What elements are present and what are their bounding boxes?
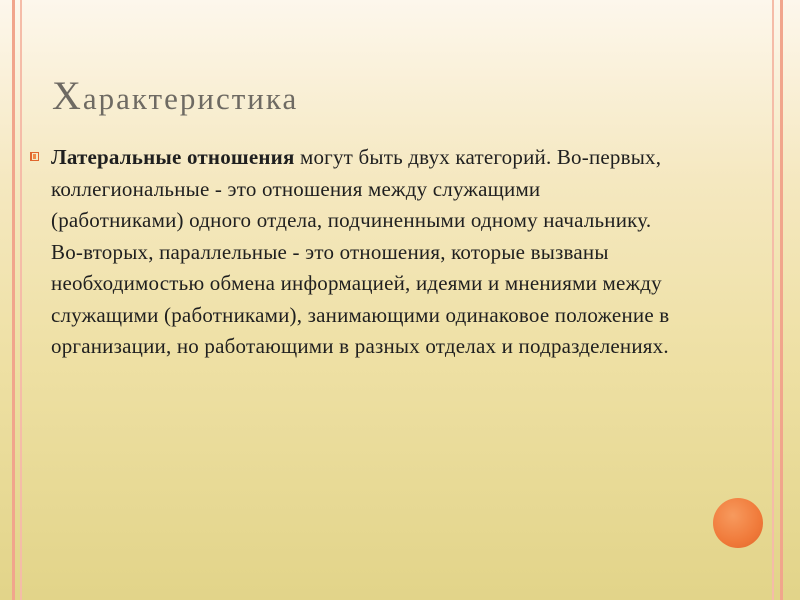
title-first-letter: Х [52, 73, 83, 118]
frame-line-left-outer [12, 0, 15, 600]
bullet-paragraph [51, 142, 670, 363]
bullet-bold-term: Латеральные отношения [51, 145, 295, 169]
title-rest: арактеристика [82, 81, 299, 116]
bullet-text: могут быть двух категорий. Во-первых, коллегиональные - это отношения между служащими (работниками) одного отдела, подчиненными одному начальнику. Во-вторых, параллельные - это отношения, которые вызваны необходимостью обмена информацией, идеями и мнениями между служащими (работниками), занимающими одинаковое положение в организации, но работающими в разных отделах и подразделениях. [51, 145, 670, 358]
frame-line-left-inner [20, 0, 22, 600]
bullet-item [30, 142, 670, 363]
slide-title [52, 72, 298, 119]
frame-line-right-outer [780, 0, 783, 600]
frame-line-right-inner [772, 0, 774, 600]
bullet-marker-icon [30, 152, 39, 161]
accent-circle [713, 498, 763, 548]
